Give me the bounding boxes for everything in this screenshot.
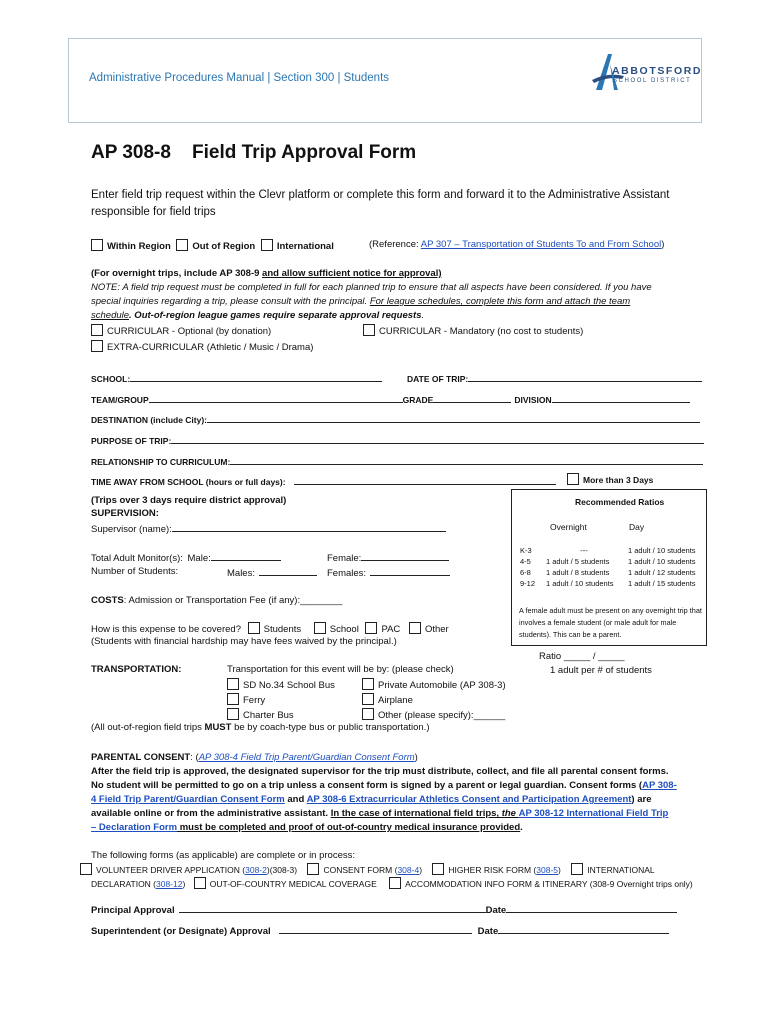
grade-label: GRADE bbox=[402, 395, 434, 405]
forms-intro: The following forms (as applicable) are complete or in process: bbox=[91, 850, 356, 861]
costs-label: COSTS bbox=[91, 595, 124, 606]
time-away-input[interactable] bbox=[294, 475, 556, 485]
parental-are: ) are bbox=[631, 794, 652, 805]
charter-label: Charter Bus bbox=[243, 710, 294, 721]
other-transport-label: Other (please specify):______ bbox=[378, 710, 506, 721]
reference-prefix: (Reference: bbox=[369, 239, 421, 250]
time-away-row bbox=[91, 475, 556, 487]
more-than-3-label: More than 3 Days bbox=[583, 475, 654, 485]
ap308-12-link[interactable]: AP 308-12 International Field Trip bbox=[518, 808, 669, 819]
females-label: Females: bbox=[327, 568, 367, 579]
ferry-checkbox[interactable] bbox=[227, 693, 239, 705]
other-label: Other bbox=[424, 624, 449, 635]
parental-colon: : ( bbox=[190, 752, 199, 763]
female-row bbox=[327, 551, 449, 564]
accommodation-checkbox[interactable] bbox=[389, 877, 401, 889]
parental-p2a: No student will be permitted to go on a trip unless a consent form is signed by a parent or legal guardian. Consent forms ( bbox=[91, 780, 643, 791]
vd-label: VOLUNTEER DRIVER APPLICATION ( bbox=[96, 865, 246, 875]
hr-link[interactable]: 308-5 bbox=[536, 865, 559, 875]
parental-p4c: the bbox=[501, 808, 519, 819]
ap307-link[interactable]: AP 307 – Transportation of Students To and From School bbox=[420, 239, 662, 250]
more-than-3-row bbox=[567, 473, 653, 485]
female-input[interactable] bbox=[361, 551, 449, 561]
ratio-row bbox=[517, 556, 699, 567]
out-of-region-checkbox[interactable] bbox=[176, 239, 188, 251]
destination-row bbox=[91, 413, 700, 425]
curricular-optional-row bbox=[91, 324, 271, 337]
supervisor-label: Supervisor (name): bbox=[91, 524, 172, 535]
school-row bbox=[91, 372, 382, 384]
overnight-line bbox=[91, 268, 442, 279]
covered-row bbox=[91, 622, 449, 635]
date-input[interactable] bbox=[468, 372, 702, 382]
decl-label: DECLARATION ( bbox=[91, 879, 157, 889]
students-row bbox=[91, 566, 178, 577]
parental-p4b: In the case of international field trips, bbox=[330, 808, 502, 819]
superintendent-signature-input[interactable] bbox=[279, 924, 472, 934]
district-approval-note: (Trips over 3 days require district approval) bbox=[91, 495, 287, 506]
note3b: . Out-of-region league games require separate approval requests bbox=[129, 310, 422, 321]
consent-form-link[interactable]: 4 Field Trip Parent/Guardian Consent Form bbox=[91, 794, 285, 805]
superintendent-date-input[interactable] bbox=[498, 924, 669, 934]
parental-label: PARENTAL CONSENT bbox=[91, 752, 191, 763]
ratio-grade-cell: 4-5 bbox=[520, 557, 531, 566]
cf-link[interactable]: 308-4 bbox=[397, 865, 420, 875]
ratios-table bbox=[517, 545, 699, 589]
note-line1: NOTE: A field trip request must be completed in full for each planned trip to ensure that all aspects have been considered. If you have bbox=[91, 282, 652, 293]
sd34-row bbox=[227, 678, 335, 691]
overnight-text: (For overnight trips, include AP 308-9 bbox=[91, 268, 263, 279]
out-of-region-label: Out of Region bbox=[192, 241, 256, 252]
principal-signature-input[interactable] bbox=[179, 903, 486, 913]
logo-line1: ABBOTSFORD bbox=[612, 65, 703, 77]
note3c: . bbox=[421, 310, 425, 321]
vd-end: )(308-3) bbox=[266, 865, 298, 875]
ratio-day-cell: 1 adult / 12 students bbox=[628, 568, 696, 577]
principal-approval-row bbox=[91, 903, 677, 916]
hardship-note: (Students with financial hardship may have fees waived by the principal.) bbox=[91, 636, 397, 647]
col-day: Day bbox=[629, 522, 645, 532]
international-label: International bbox=[276, 241, 334, 252]
grade-input[interactable] bbox=[433, 393, 511, 403]
ratio-day-cell: 1 adult / 10 students bbox=[628, 546, 696, 555]
note-line3 bbox=[91, 310, 424, 321]
sd34-label: SD No.34 School Bus bbox=[243, 680, 335, 691]
trip-type-row bbox=[91, 239, 334, 252]
private-row bbox=[362, 678, 506, 691]
pac-label: PAC bbox=[381, 624, 401, 635]
team-row bbox=[91, 393, 690, 405]
within-region-checkbox[interactable] bbox=[91, 239, 103, 251]
supervisor-row bbox=[91, 522, 446, 535]
transport-note-c: be by coach-type bus or public transportation.) bbox=[231, 722, 430, 733]
declaration-form-link[interactable]: – Declaration Form bbox=[91, 822, 178, 833]
ratio-row bbox=[517, 567, 699, 578]
females-input[interactable] bbox=[370, 566, 450, 576]
curricular-optional-label: CURRICULAR - Optional (by donation) bbox=[107, 326, 272, 337]
supervisor-input[interactable] bbox=[172, 522, 446, 532]
other-transport-checkbox[interactable] bbox=[362, 708, 374, 720]
purpose-label: PURPOSE OF TRIP: bbox=[91, 436, 172, 446]
ratio-day-cell: 1 adult / 15 students bbox=[628, 579, 696, 588]
more-than-3-checkbox[interactable] bbox=[567, 473, 579, 485]
intro-text: Enter field trip request within the Clevr platform or complete this form and forward it to the Administrative Assistant responsible for field trips bbox=[91, 189, 670, 218]
date-label: DATE OF TRIP: bbox=[407, 374, 469, 384]
destination-input[interactable] bbox=[207, 413, 700, 423]
volunteer-driver-checkbox[interactable] bbox=[80, 863, 92, 875]
principal-label: Principal Approval bbox=[91, 905, 175, 916]
ratio-grade-cell: 6-8 bbox=[520, 568, 531, 577]
females-row bbox=[327, 566, 450, 579]
curricular-mandatory-row bbox=[363, 324, 583, 337]
manual-title: Administrative Procedures Manual | Section 300 | Students bbox=[89, 72, 390, 84]
division-input[interactable] bbox=[552, 393, 690, 403]
school-pay-label: School bbox=[329, 624, 359, 635]
airplane-checkbox[interactable] bbox=[362, 693, 374, 705]
hr-end: ) bbox=[558, 865, 561, 875]
relationship-label: RELATIONSHIP TO CURRICULUM: bbox=[91, 457, 231, 467]
airplane-row bbox=[362, 693, 413, 706]
parental-p5 bbox=[91, 822, 523, 833]
forms-row2 bbox=[91, 877, 693, 889]
transportation-label: TRANSPORTATION: bbox=[91, 664, 182, 675]
ratio-overnight-cell: --- bbox=[580, 546, 588, 555]
page-title: AP 308-8 Field Trip Approval Form bbox=[91, 142, 417, 163]
ratio-grade-cell: 9-12 bbox=[520, 579, 536, 588]
charter-checkbox[interactable] bbox=[227, 708, 239, 720]
ratios-title: Recommended Ratios bbox=[575, 497, 665, 507]
destination-label: DESTINATION (include City): bbox=[91, 415, 208, 425]
parental-p1: After the field trip is approved, the designated supervisor for the trip must distribute, collect, and file all parental consent forms. bbox=[91, 766, 669, 777]
ratio-row bbox=[517, 545, 699, 556]
school-checkbox[interactable] bbox=[314, 622, 326, 634]
ooc-label: OUT-OF-COUNTRY MEDICAL COVERAGE bbox=[209, 879, 377, 889]
intl-label: INTERNATIONAL bbox=[587, 865, 655, 875]
overnight-notice: and allow sufficient notice for approval) bbox=[262, 268, 442, 279]
purpose-row bbox=[91, 434, 704, 446]
private-label: Private Automobile (AP 308-3) bbox=[378, 680, 506, 691]
decl-end: ) bbox=[182, 879, 186, 889]
ratios-note: A female adult must be present on any overnight trip that involves a female student (or male adult for male students). This can be a parent. bbox=[519, 606, 702, 639]
males-input[interactable] bbox=[259, 566, 317, 576]
ap308-4-inline-link[interactable]: AP 308- bbox=[642, 780, 677, 791]
ratio-grade-cell: K-3 bbox=[520, 546, 532, 555]
transport-note-a: (All out-of-region field trips bbox=[91, 722, 205, 733]
purpose-input[interactable] bbox=[171, 434, 704, 444]
relationship-input[interactable] bbox=[230, 455, 703, 465]
adult-monitor-row bbox=[91, 551, 281, 564]
covered-label: How is this expense to be covered? bbox=[91, 624, 241, 635]
ooc-medical-checkbox[interactable] bbox=[194, 877, 206, 889]
forms-row1 bbox=[80, 863, 655, 875]
students-checkbox[interactable] bbox=[248, 622, 260, 634]
ratio-overnight-cell: 1 adult / 8 students bbox=[546, 568, 610, 577]
note3a: schedule bbox=[91, 310, 130, 321]
parental-close: ) bbox=[414, 752, 418, 763]
cf-label: CONSENT FORM ( bbox=[323, 865, 398, 875]
decl-link[interactable]: 308-12 bbox=[156, 879, 183, 889]
males-label: Males: bbox=[227, 568, 255, 579]
students-label: Students bbox=[263, 624, 302, 635]
col-overnight: Overnight bbox=[550, 522, 587, 532]
note2a: special inquiries regarding a trip, please consult with the principal. bbox=[91, 296, 370, 307]
superintendent-date-label: Date bbox=[477, 926, 499, 937]
airplane-label: Airplane bbox=[378, 695, 413, 706]
ap308-4-link[interactable]: AP 308-4 Field Trip Parent/Guardian Consent Form bbox=[198, 752, 415, 763]
ratio-overnight-cell: 1 adult / 5 students bbox=[546, 557, 610, 566]
pac-checkbox[interactable] bbox=[365, 622, 377, 634]
hr-label: HIGHER RISK FORM ( bbox=[448, 865, 537, 875]
parental-p4 bbox=[91, 808, 668, 819]
parental-p4a: available online or from the administrative assistant. bbox=[91, 808, 331, 819]
vd-link[interactable]: 308-2 bbox=[245, 865, 267, 875]
male-input[interactable] bbox=[211, 551, 281, 561]
superintendent-label: Superintendent (or Designate) Approval bbox=[91, 926, 271, 937]
ratio-overnight-cell: 1 adult / 10 students bbox=[546, 579, 614, 588]
international-checkbox[interactable] bbox=[261, 239, 273, 251]
ratio-row bbox=[517, 578, 699, 589]
female-label: Female: bbox=[327, 553, 362, 564]
school-input[interactable] bbox=[130, 372, 382, 382]
other-checkbox[interactable] bbox=[409, 622, 421, 634]
parental-p2 bbox=[91, 780, 677, 791]
curricular-mandatory-checkbox[interactable] bbox=[363, 324, 375, 336]
costs-text: : Admission or Transportation Fee (if any):________ bbox=[123, 595, 343, 606]
reference-suffix: ) bbox=[661, 239, 665, 250]
accom-label: ACCOMMODATION INFO FORM & ITINERARY (308-9 Overnight trips only) bbox=[405, 879, 693, 889]
cf-end: ) bbox=[419, 865, 423, 875]
reference-line bbox=[369, 239, 664, 250]
international-form-checkbox[interactable] bbox=[571, 863, 583, 875]
consent-form-checkbox[interactable] bbox=[307, 863, 319, 875]
time-away-label: TIME AWAY FROM SCHOOL (hours or full days): bbox=[91, 477, 286, 487]
charter-row bbox=[227, 708, 294, 721]
principal-date-label: Date bbox=[485, 905, 507, 916]
parental-p5b: must be completed and proof of out-of-country medical insurance provided bbox=[177, 822, 521, 833]
logo-line2: SCHOOL DISTRICT bbox=[613, 78, 692, 84]
males-row bbox=[227, 566, 317, 579]
transportation-intro: Transportation for this event will be by: (please check) bbox=[227, 664, 454, 675]
note2b: For league schedules, complete this form and attach the team bbox=[369, 296, 631, 307]
principal-date-input[interactable] bbox=[506, 903, 677, 913]
division-label: DIVISION bbox=[514, 395, 552, 405]
male-label: Male: bbox=[187, 553, 211, 564]
extra-curricular-label: EXTRA-CURRICULAR (Athletic / Music / Drama) bbox=[107, 342, 314, 353]
extra-curricular-checkbox[interactable] bbox=[91, 340, 103, 352]
parental-and: and bbox=[284, 794, 307, 805]
parental-p5c: . bbox=[520, 822, 523, 833]
school-label: SCHOOL: bbox=[91, 374, 131, 384]
ap308-6-link[interactable]: AP 308-6 Extracurricular Athletics Consent and Participation Agreement bbox=[306, 794, 632, 805]
extra-curricular-row bbox=[91, 340, 313, 353]
sd34-checkbox[interactable] bbox=[227, 678, 239, 690]
team-label: TEAM/GROUP bbox=[91, 395, 149, 405]
ratio-label: Ratio _____ / _____ bbox=[539, 651, 625, 662]
curricular-optional-checkbox[interactable] bbox=[91, 324, 103, 336]
curricular-mandatory-label: CURRICULAR - Mandatory (no cost to students) bbox=[379, 326, 584, 337]
team-input[interactable] bbox=[149, 393, 403, 403]
adult-monitors-label: Total Adult Monitor(s): bbox=[91, 553, 183, 564]
other-transport-row bbox=[362, 708, 505, 721]
ferry-row bbox=[227, 693, 265, 706]
costs-row bbox=[91, 595, 342, 606]
num-students-label: Number of Students: bbox=[91, 566, 179, 577]
superintendent-approval-row bbox=[91, 924, 669, 937]
supervision-label: SUPERVISION: bbox=[91, 508, 159, 519]
higher-risk-checkbox[interactable] bbox=[432, 863, 444, 875]
ferry-label: Ferry bbox=[243, 695, 266, 706]
note-line2 bbox=[91, 296, 630, 307]
transport-note bbox=[91, 722, 429, 733]
date-row bbox=[407, 372, 702, 384]
relationship-row bbox=[91, 455, 703, 467]
private-checkbox[interactable] bbox=[362, 678, 374, 690]
ratio-sub: 1 adult per # of students bbox=[550, 665, 652, 676]
parental-p3 bbox=[91, 794, 652, 805]
ratio-day-cell: 1 adult / 10 students bbox=[628, 557, 696, 566]
transport-note-must: MUST bbox=[204, 722, 232, 733]
within-region-label: Within Region bbox=[107, 241, 171, 252]
parental-consent-row bbox=[91, 752, 418, 763]
